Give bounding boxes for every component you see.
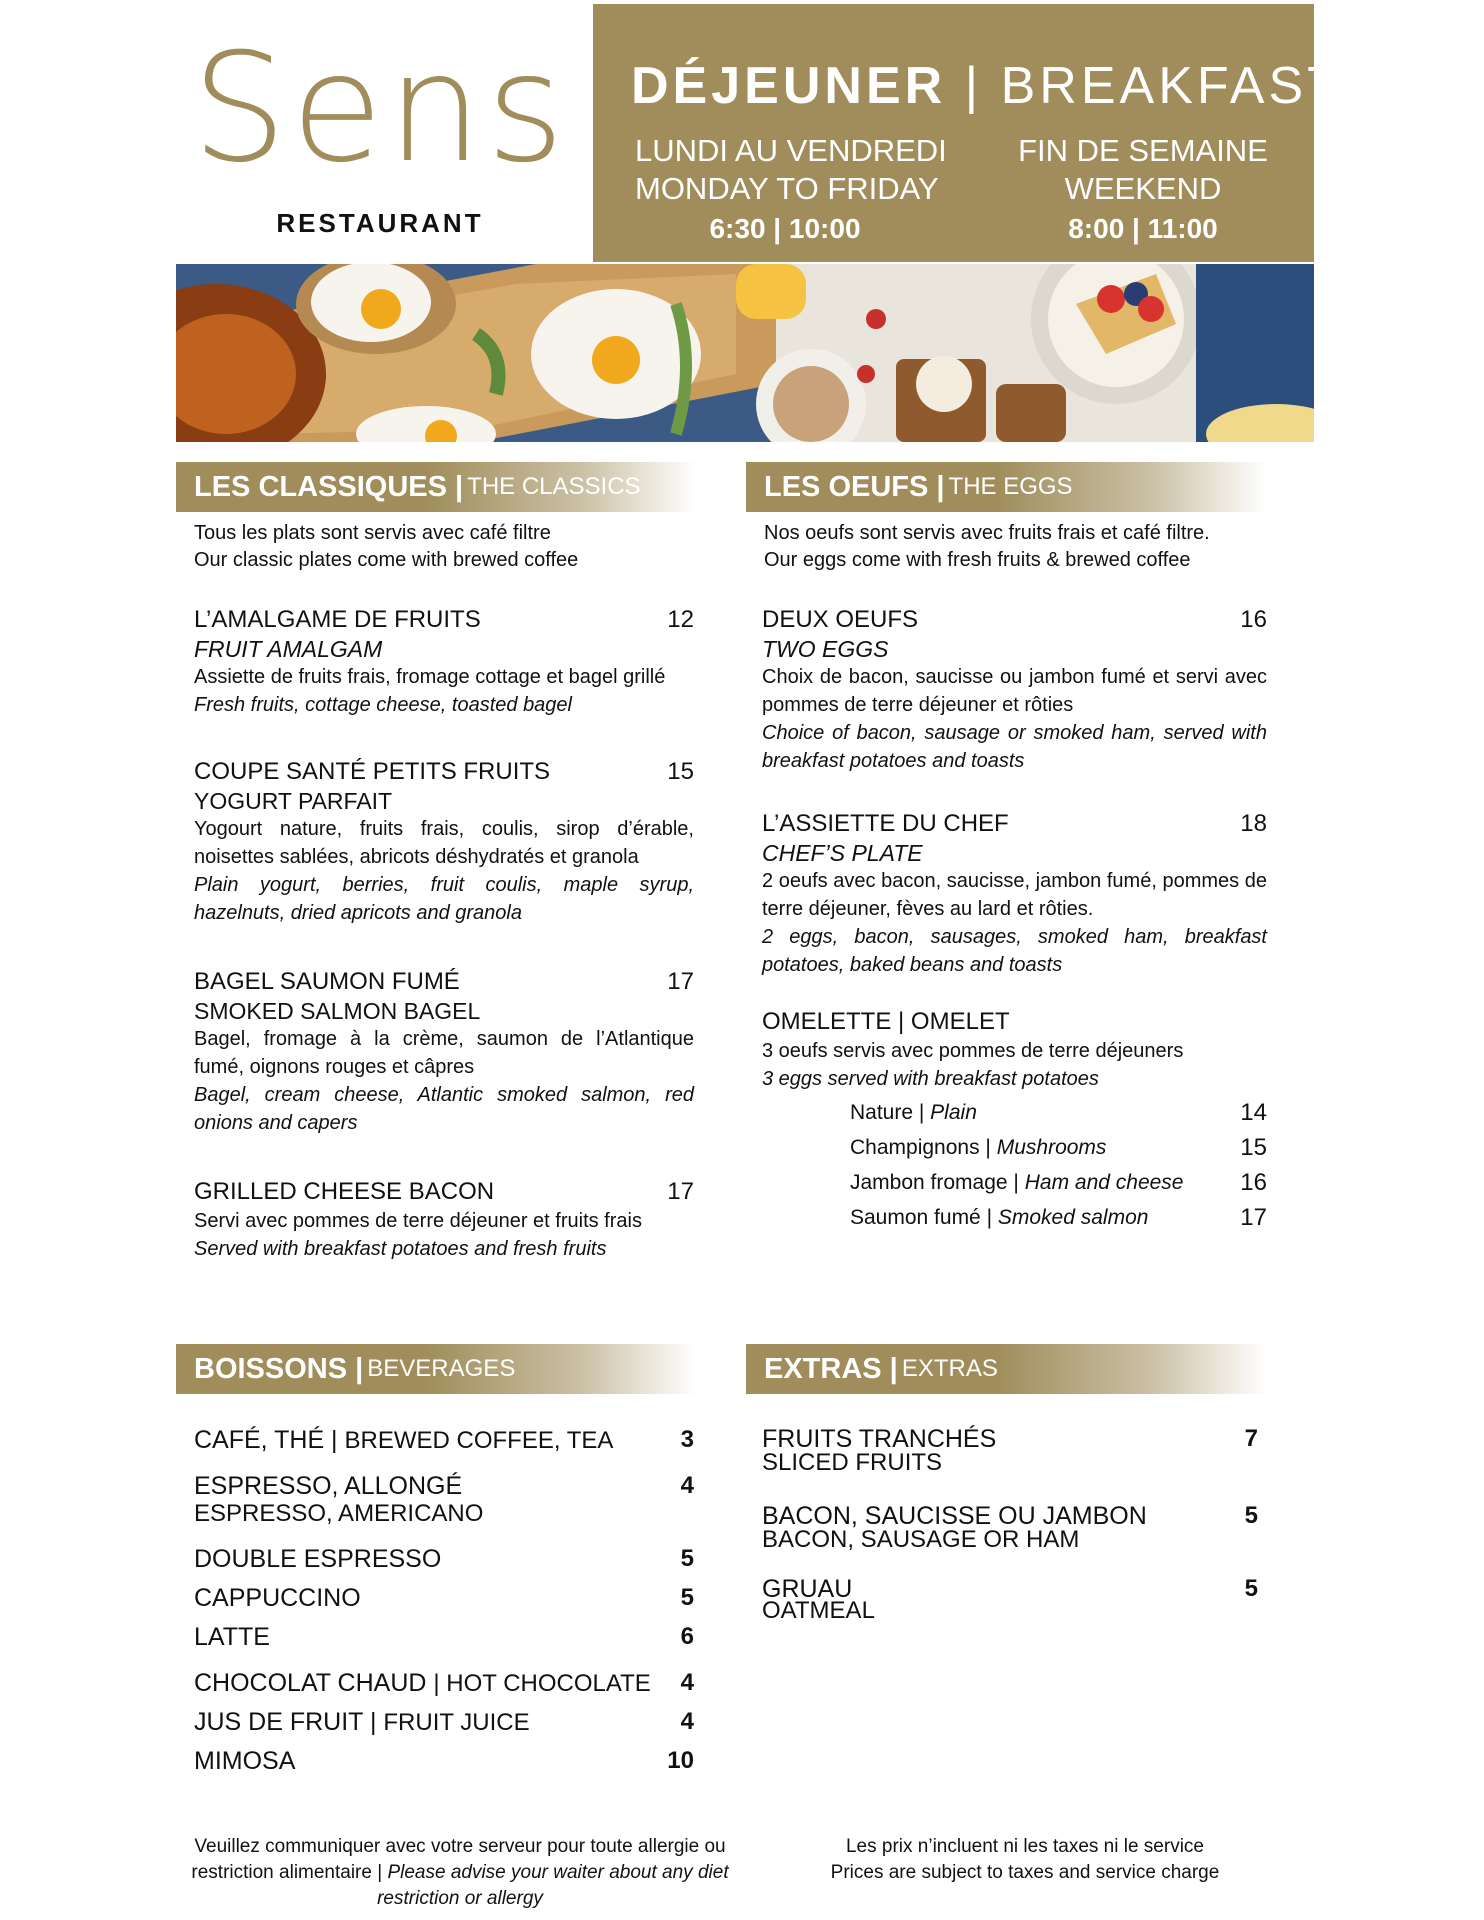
item-subtitle: CHEF’S PLATE [762, 840, 923, 866]
item-price: 12 [667, 606, 694, 633]
eggs-intro-fr: Nos oeufs sont servis avec fruits frais et café filtre. [764, 522, 1210, 544]
beverage-item [194, 1583, 361, 1613]
beverage-item [194, 1425, 613, 1456]
menu-item [194, 967, 694, 1137]
item-subtitle: FRUIT AMALGAM [194, 636, 383, 662]
tax-notice-en: Prices are subject to taxes and service charge [830, 1862, 1220, 1883]
beverage-name: LATTE [194, 1623, 270, 1651]
section-title-fr: LES OEUFS | [764, 470, 945, 503]
extra-name: FRUITS TRANCHÉS [762, 1425, 997, 1453]
extra-price: 5 [1244, 1502, 1258, 1529]
weekend-label-fr: FIN DE SEMAINE [1018, 133, 1268, 168]
omelet-option-en: Smoked salmon [997, 1206, 1149, 1229]
omelet-option [850, 1169, 1183, 1197]
item-description-en: Bagel, cream cheese, Atlantic smoked salmon, red onions and capers [194, 1084, 694, 1134]
item-name: L’AMALGAME DE FRUITS [194, 606, 481, 633]
item-description-en: Choice of bacon, sausage or smoked ham, served with breakfast potatoes and toasts [762, 722, 1267, 772]
omelet-option-en: Plain [930, 1101, 977, 1124]
menu-item [194, 605, 694, 719]
menu-item [194, 1177, 694, 1263]
logo-subtitle: RESTAURANT [276, 208, 484, 238]
omelet-option [850, 1099, 977, 1127]
classics-intro-fr: Tous les plats sont servis avec café filtre [194, 522, 551, 544]
item-description-fr: Choix de bacon, saucisse ou jambon fumé et servi avec pommes de terre déjeuner et rôties [762, 666, 1267, 716]
section-header-classics [176, 462, 696, 512]
breakfast-hours-banner [593, 4, 1343, 262]
menu-item [762, 1007, 1267, 1093]
omelet-option [850, 1134, 1106, 1162]
eggs-intro [764, 520, 1269, 574]
beverage-name-en: BREWED COFFEE, TEA [344, 1427, 614, 1454]
beverage-price: 10 [667, 1747, 694, 1774]
weekday-hours [635, 132, 947, 248]
beverage-price: 5 [680, 1584, 694, 1611]
section-title-en: THE EGGS [948, 473, 1073, 500]
menu-title-en: BREAKFAST [1000, 57, 1343, 115]
beverage-name: CHOCOLAT CHAUD [194, 1669, 427, 1697]
section-header-extras [746, 1344, 1266, 1394]
item-description-en: Served with breakfast potatoes and fresh fruits [194, 1238, 607, 1260]
item-price: 18 [1240, 810, 1267, 837]
item-name: BAGEL SAUMON FUMÉ [194, 968, 460, 995]
omelet-option [850, 1204, 1148, 1232]
omelet-option-en: Ham and cheese [1024, 1171, 1184, 1194]
omelet-option-price: 16 [1240, 1169, 1267, 1196]
beverage-subtitle: ESPRESSO, AMERICANO [194, 1500, 484, 1527]
item-price: 17 [667, 968, 694, 995]
classics-intro-en: Our classic plates come with brewed coffee [194, 549, 579, 571]
beverage-item [194, 1707, 530, 1738]
menu-title-separator: | [964, 57, 983, 115]
item-subtitle: SMOKED SALMON BAGEL [194, 998, 481, 1024]
beverage-name-en: FRUIT JUICE [383, 1709, 530, 1736]
beverage-price: 4 [680, 1708, 694, 1735]
beverage-item [194, 1668, 651, 1699]
classics-intro [194, 520, 694, 574]
item-name: OMELETTE | OMELET [762, 1008, 1010, 1035]
weekend-time: 8:00 | 11:00 [1068, 213, 1218, 244]
eggs-intro-en: Our eggs come with fresh fruits & brewed coffee [764, 549, 1191, 571]
beverage-name: MIMOSA [194, 1747, 296, 1775]
menu-item [762, 809, 1267, 979]
tax-notice [790, 1834, 1260, 1886]
extra-price: 7 [1244, 1425, 1258, 1452]
weekday-label-en: MONDAY TO FRIDAY [635, 171, 939, 206]
omelet-option-price: 15 [1240, 1134, 1267, 1161]
extra-subtitle: OATMEAL [762, 1597, 875, 1624]
section-header-eggs [746, 462, 1266, 512]
allergy-notice-en-line2: restriction or allergy [377, 1888, 543, 1909]
allergy-notice-fr-line1: Veuillez communiquer avec votre serveur pour toute allergie ou [194, 1836, 726, 1857]
item-subtitle: YOGURT PARFAIT [194, 788, 393, 814]
beverage-name: JUS DE FRUIT | [194, 1708, 377, 1736]
weekend-hours [993, 132, 1293, 248]
item-description-en: Fresh fruits, cottage cheese, toasted bagel [194, 694, 572, 716]
beverage-item [194, 1544, 441, 1574]
restaurant-logo [175, 22, 585, 238]
beverage-name: DOUBLE ESPRESSO [194, 1545, 442, 1573]
beverage-item [194, 1471, 462, 1501]
item-description-fr: Assiette de fruits frais, fromage cottage et bagel grillé [194, 666, 666, 688]
item-description-fr: 3 oeufs servis avec pommes de terre déjeuners [762, 1040, 1184, 1062]
extra-subtitle: BACON, SAUSAGE OR HAM [762, 1526, 1080, 1553]
item-description-fr: Yogourt nature, fruits frais, coulis, sirop d’érable, noisettes sablées, abricots déshydratés et granola [194, 818, 694, 868]
beverage-price: 4 [680, 1472, 694, 1499]
section-title-en: BEVERAGES [367, 1355, 516, 1382]
beverage-price: 5 [680, 1545, 694, 1572]
breakfast-photo [176, 264, 1314, 442]
weekend-label-en: WEEKEND [1064, 171, 1222, 206]
item-name: L’ASSIETTE DU CHEF [762, 810, 1009, 837]
section-title-en: THE CLASSICS [467, 473, 641, 500]
menu-title [631, 56, 1343, 116]
item-price: 17 [667, 1178, 694, 1205]
omelet-option-en: Mushrooms [996, 1136, 1107, 1159]
allergy-notice-fr-line2: restriction alimentaire | [191, 1862, 383, 1883]
weekday-label-fr: LUNDI AU VENDREDI [635, 133, 947, 168]
allergy-notice [180, 1834, 740, 1912]
item-description-fr: Servi avec pommes de terre déjeuner et fruits frais [194, 1210, 642, 1232]
allergy-notice-en-line1: Please advise your waiter about any diet [387, 1862, 729, 1883]
section-title-en: EXTRAS [901, 1355, 998, 1382]
item-description-en: Plain yogurt, berries, fruit coulis, maple syrup, hazelnuts, dried apricots and granola [194, 874, 694, 924]
omelet-option-price: 14 [1240, 1099, 1267, 1126]
menu-item [762, 605, 1267, 775]
omelet-option-fr: Champignons | [850, 1136, 991, 1159]
omelet-option-fr: Nature | [850, 1101, 925, 1124]
item-name: DEUX OEUFS [762, 606, 919, 633]
omelet-option-fr: Jambon fromage | [850, 1171, 1019, 1194]
item-subtitle: TWO EGGS [762, 636, 889, 662]
section-title-fr: LES CLASSIQUES | [194, 470, 464, 503]
section-title-fr: BOISSONS | [194, 1352, 364, 1385]
omelet-option-fr: Saumon fumé | [850, 1206, 993, 1229]
extra-name: GRUAU [762, 1575, 853, 1603]
menu-title-fr: DÉJEUNER [631, 57, 947, 115]
item-name: GRILLED CHEESE BACON [194, 1178, 495, 1205]
beverage-name: ESPRESSO, ALLONGÉ [194, 1472, 463, 1500]
extra-price: 5 [1244, 1575, 1258, 1602]
beverage-price: 4 [680, 1669, 694, 1696]
item-description-en: 2 eggs, bacon, sausages, smoked ham, breakfast potatoes, baked beans and toasts [762, 926, 1267, 976]
item-description-fr: Bagel, fromage à la crème, saumon de l’Atlantique fumé, oignons rouges et câpres [194, 1028, 694, 1078]
item-price: 16 [1240, 606, 1267, 633]
item-price: 15 [667, 758, 694, 785]
beverage-item [194, 1622, 270, 1652]
weekday-time: 6:30 | 10:00 [709, 213, 861, 244]
menu-item [194, 757, 694, 927]
extra-name: BACON, SAUCISSE OU JAMBON [762, 1502, 1147, 1530]
beverage-item [194, 1746, 295, 1776]
logo-wordmark: Sens [191, 22, 569, 196]
item-description-fr: 2 oeufs avec bacon, saucisse, jambon fumé, pommes de terre déjeuner, fèves au lard et rôties. [762, 870, 1267, 920]
beverage-name: CAFÉ, THÉ | [194, 1426, 338, 1454]
beverage-name: CAPPUCCINO [194, 1584, 361, 1612]
section-header-beverages [176, 1344, 696, 1394]
item-name: COUPE SANTÉ PETITS FRUITS [194, 758, 551, 785]
extra-subtitle: SLICED FRUITS [762, 1449, 943, 1476]
tax-notice-fr: Les prix n’incluent ni les taxes ni le service [845, 1836, 1204, 1857]
beverage-price: 6 [680, 1623, 694, 1650]
section-title-fr: EXTRAS | [764, 1352, 898, 1385]
omelet-option-price: 17 [1240, 1204, 1267, 1231]
beverage-price: 3 [680, 1426, 694, 1453]
item-description-en: 3 eggs served with breakfast potatoes [762, 1068, 1099, 1090]
beverage-name-en: | HOT CHOCOLATE [433, 1670, 651, 1697]
